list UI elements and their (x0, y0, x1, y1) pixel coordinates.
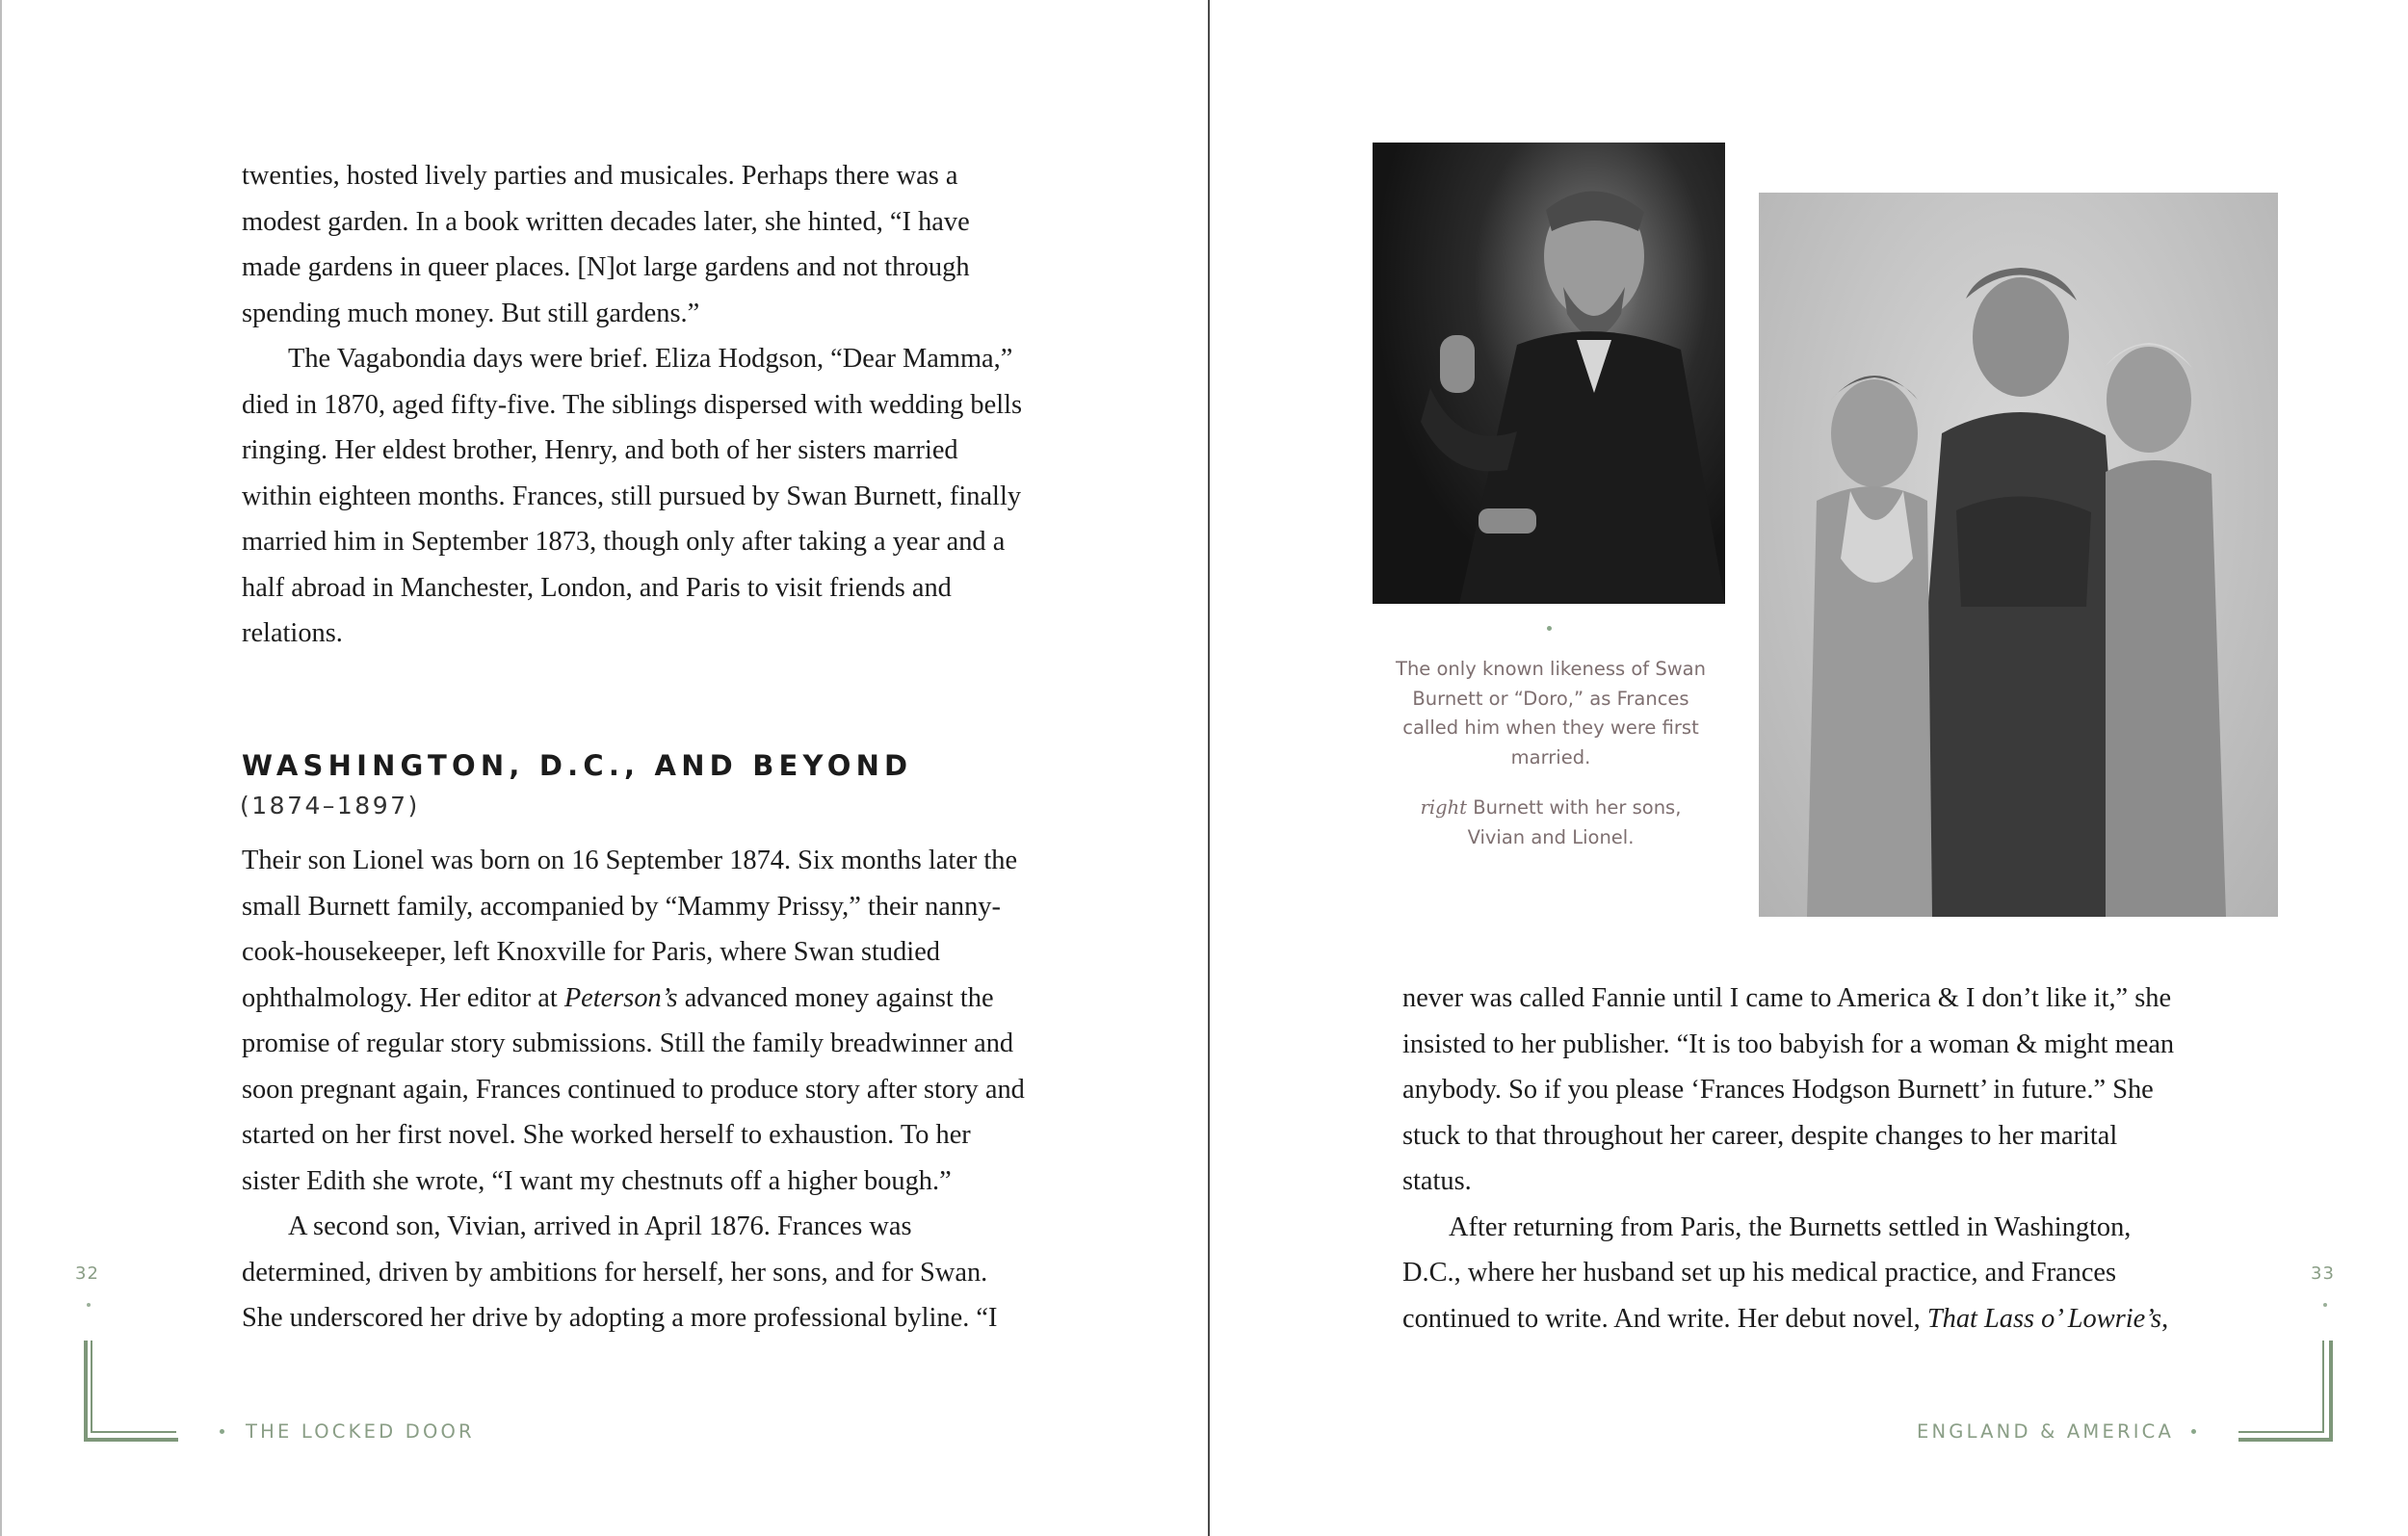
photo-burnett-with-sons (1759, 193, 2278, 917)
running-head-dot (2191, 1429, 2196, 1434)
italic-title: That Lass o’ Lowrie’s (1926, 1303, 2162, 1334)
corner-bracket-right-inner (2238, 1341, 2324, 1433)
running-head-right: ENGLAND & AMERICA (1917, 1420, 2175, 1443)
paragraph: twenties, hosted lively parties and musicales. Perhaps there was a modest garden. In a book written decades later, she hinted, “I have made gardens in queer places. [N]ot large gardens and not through spending much money. But still gardens.” (242, 161, 970, 328)
paragraph: The Vagabondia days were brief. Eliza Hodgson, “Dear Mamma,” died in 1870, aged fifty-five. The siblings dispersed with wedding bells ringing. Her eldest brother, Henry, and both of her sisters married within eighteen months. Frances, still pursued by Swan Burnett, finally married him in September 1873, though only after taking a year and a half abroad in Manchester, London, and Paris to visit friends and relations. (242, 344, 1023, 648)
left-text-top (242, 153, 1032, 657)
italic-title: Peterson’s (563, 982, 678, 1013)
photo-caption-swan: The only known likeness of Swan Burnett or “Doro,” as Frances called him when they were first married. (1396, 658, 1706, 768)
paragraph (242, 838, 1032, 1204)
section-heading: WASHINGTON, D.C., AND BEYOND (242, 749, 913, 782)
photo-caption-family (1392, 794, 1710, 852)
running-head-dot (220, 1429, 224, 1434)
folio-dot (2323, 1303, 2327, 1307)
portrait-man-illustration (1373, 143, 1725, 604)
right-text (1402, 976, 2192, 1341)
paragraph (1402, 1205, 2192, 1342)
text-run: After returning from Paris, the Burnetts settled in Washington, D.C., where her husband set up his medical practice, and Frances continued to write. And write. Her debut novel, (1402, 1211, 2132, 1334)
caption-text: Burnett with her sons, Vivian and Lionel. (1467, 796, 1682, 848)
spine-gutter (1208, 0, 1210, 1536)
text-run: , (2161, 1303, 2169, 1334)
photo-swan-burnett (1373, 143, 1725, 604)
folio-dot (87, 1303, 91, 1307)
running-head-left: THE LOCKED DOOR (246, 1420, 475, 1443)
caption-direction: right (1420, 796, 1468, 819)
page-number-left: 32 (75, 1263, 99, 1284)
left-text-bottom (242, 838, 1032, 1341)
caption-dot (1547, 626, 1552, 631)
section-years: (1874–1897) (240, 792, 420, 820)
portrait-family-illustration (1759, 193, 2278, 917)
paragraph: never was called Fannie until I came to America & I don’t like it,” she insisted to her publisher. “It is too babyish for a woman & might mean anybody. So if you please ‘Frances Hodgson Burnett’ in future.” She stuck to that throughout her career, despite changes to her marital status. (1402, 983, 2175, 1196)
text-run: advanced money against the promise of regular story submissions. Still the family breadwinner and soon pregnant again, Frances continued to produce story after story and started on her first novel. She worked herself to exhaustion. To her sister Edith she wrote, “I want my chestnuts off a higher bough.” (242, 982, 1025, 1196)
paragraph: A second son, Vivian, arrived in April 1876. Frances was determined, driven by ambitions for herself, her sons, and for Swan. She underscored her drive by adopting a more professional byline. “I (242, 1211, 998, 1333)
text-run: Their son Lionel was born on 16 September 1874. Six months later the small Burnett family, accompanied by “Mammy Prissy,” their nanny-cook-housekeeper, left Knoxville for Paris, where Swan studied ophthalmology. Her editor at (242, 846, 1018, 1013)
page-edge (0, 0, 2, 1536)
corner-bracket-left-inner (91, 1341, 176, 1433)
page-number-right: 33 (2311, 1263, 2335, 1284)
